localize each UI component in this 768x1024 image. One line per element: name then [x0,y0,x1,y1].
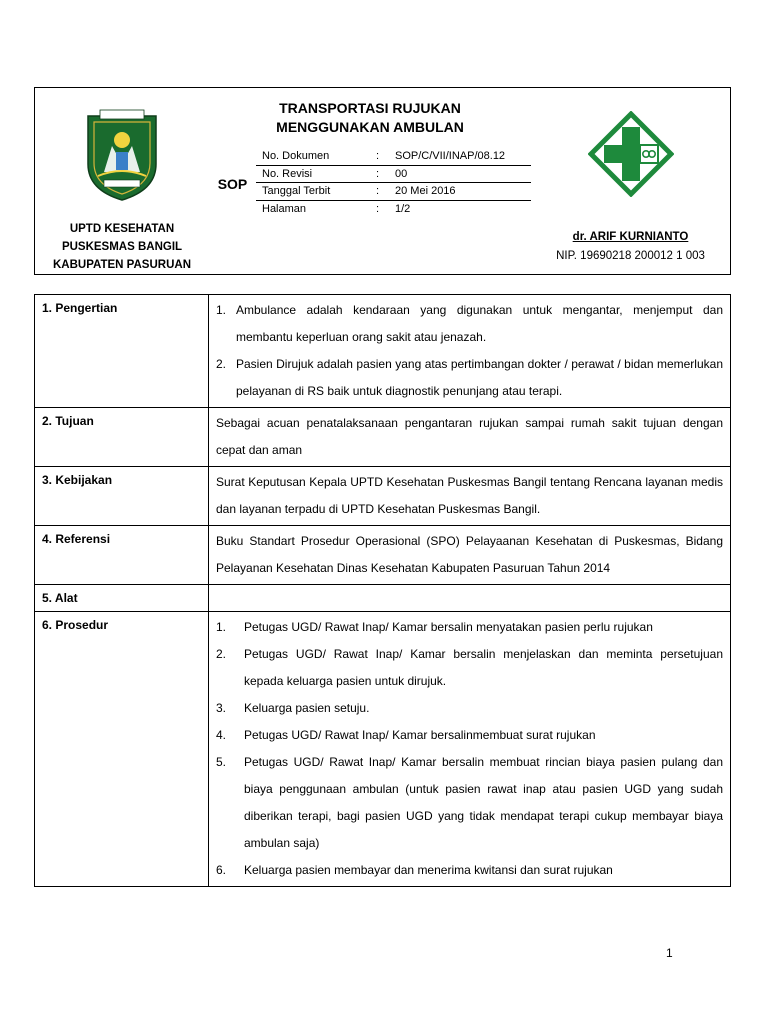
title-line-2: MENGGUNAKAN AMBULAN [276,119,464,135]
section-content: Sebagai acuan penatalaksanaan pengantaran rujukan sampai rumah sakit tujuan dengan cepat dan aman [209,408,731,467]
row-tujuan [35,408,731,467]
org-line-1: UPTD KESEHATAN [69,222,175,235]
meta-sep: : [376,202,380,215]
item-number: 1. [216,620,227,634]
document-title [209,88,531,148]
title-line-1: TRANSPORTASI RUJUKAN [279,100,461,116]
meta-row-no-revisi [256,166,531,184]
section-content [209,295,731,408]
meta-key: Tanggal Terbit [262,185,331,197]
row-alat [35,585,731,612]
meta-row-halaman [256,201,531,219]
section-label: 6. Prosedur [35,612,209,887]
row-prosedur [35,612,731,887]
meta-key: No. Dokumen [262,150,330,162]
pasuruan-regency-crest-icon [82,106,162,202]
meta-key: No. Revisi [262,167,313,180]
list-item [216,722,723,749]
meta-value: SOP/C/VII/INAP/08.12 [395,150,506,162]
page-number: 1 [666,946,673,960]
list-item [216,695,723,722]
sop-label: SOP [217,175,248,192]
meta-sep: : [376,150,380,162]
meta-row-tanggal-terbit [256,183,531,201]
signer-nip: NIP. 19690218 200012 1 003 [556,249,705,262]
section-content: Surat Keputusan Kepala UPTD Kesehatan Puskesmas Bangil tentang Rencana layanan medis dan layanan terpadu di UPTD Kesehatan Puskesmas Bangil. [209,467,731,526]
org-line-2: PUSKESMAS BANGIL [61,240,183,253]
section-label: 3. Kebijakan [35,467,209,526]
meta-value: 20 Mei 2016 [395,185,456,197]
sop-content-table [34,294,731,887]
meta-key: Halaman [262,202,307,215]
row-pengertian [35,295,731,408]
section-content [209,585,731,612]
list-item [216,297,723,351]
left-logo-cell [35,88,209,219]
document-header [34,87,731,275]
item-number: 4. [216,728,227,742]
meta-sep: : [376,185,380,197]
item-number: 1. [216,303,227,317]
signer-name: dr. ARIF KURNIANTO [572,230,689,243]
section-content: Buku Standart Prosedur Operasional (SPO) Pelayaanan Kesehatan di Puskesmas, Bidang Pelayanan Kesehatan Dinas Kesehatan Kabupaten Pasuruan Tahun 2014 [209,526,731,585]
item-number: 5. [216,755,227,769]
item-text: Keluarga pasien setuju. [244,701,370,715]
section-label: 5. Alat [35,585,209,612]
right-logo-cell [531,88,730,219]
list-item [216,351,723,405]
row-referensi [35,526,731,585]
puskesmas-cross-logo-icon [588,111,674,197]
list-item [216,857,723,884]
signer-block [531,219,730,274]
list-item [216,749,723,857]
item-text: Keluarga pasien membayar dan menerima kwitansi dan surat rujukan [244,863,613,877]
item-text: Ambulance adalah kendaraan yang digunakan untuk mengantar, menjemput dan membantu keperluan orang sakit atau jenazah. [236,303,723,344]
meta-row-no-dokumen [256,148,531,166]
item-text: Pasien Dirujuk adalah pasien yang atas pertimbangan dokter / perawat / bidan memerlukan pelayanan di RS baik untuk diagnostik penunjang atau terapi. [236,357,723,398]
row-kebijakan [35,467,731,526]
item-number: 2. [216,357,227,371]
meta-value: 00 [395,167,408,180]
meta-value: 1/2 [395,202,411,215]
item-number: 3. [216,701,227,715]
item-text: Petugas UGD/ Rawat Inap/ Kamar bersalin membuat rincian biaya pasien pulang dan biaya penggunaan ambulan (untuk pasien rawat inap atau pasien UGD yang sudah diberikan terapi, bagi pasien UGD yang tidak mendapat terapi cukup membayar biaya ambulan saja) [244,755,723,850]
item-text: Petugas UGD/ Rawat Inap/ Kamar bersalin menjelaskan dan meminta persetujuan kepada keluarga pasien untuk dirujuk. [244,647,723,688]
list-item [216,614,723,641]
list-item [216,641,723,695]
blank-cell [209,219,531,274]
document-meta [256,148,531,219]
meta-sep: : [376,167,380,180]
item-text: Petugas UGD/ Rawat Inap/ Kamar bersalinmembuat surat rujukan [244,728,596,742]
organization-name [35,219,209,274]
section-content [209,612,731,887]
section-label: 2. Tujuan [35,408,209,467]
item-text: Petugas UGD/ Rawat Inap/ Kamar bersalin menyatakan pasien perlu rujukan [244,620,653,634]
org-line-3: KABUPATEN PASURUAN [53,258,191,271]
item-number: 2. [216,647,227,661]
item-number: 6. [216,863,227,877]
section-label: 1. Pengertian [35,295,209,408]
section-label: 4. Referensi [35,526,209,585]
